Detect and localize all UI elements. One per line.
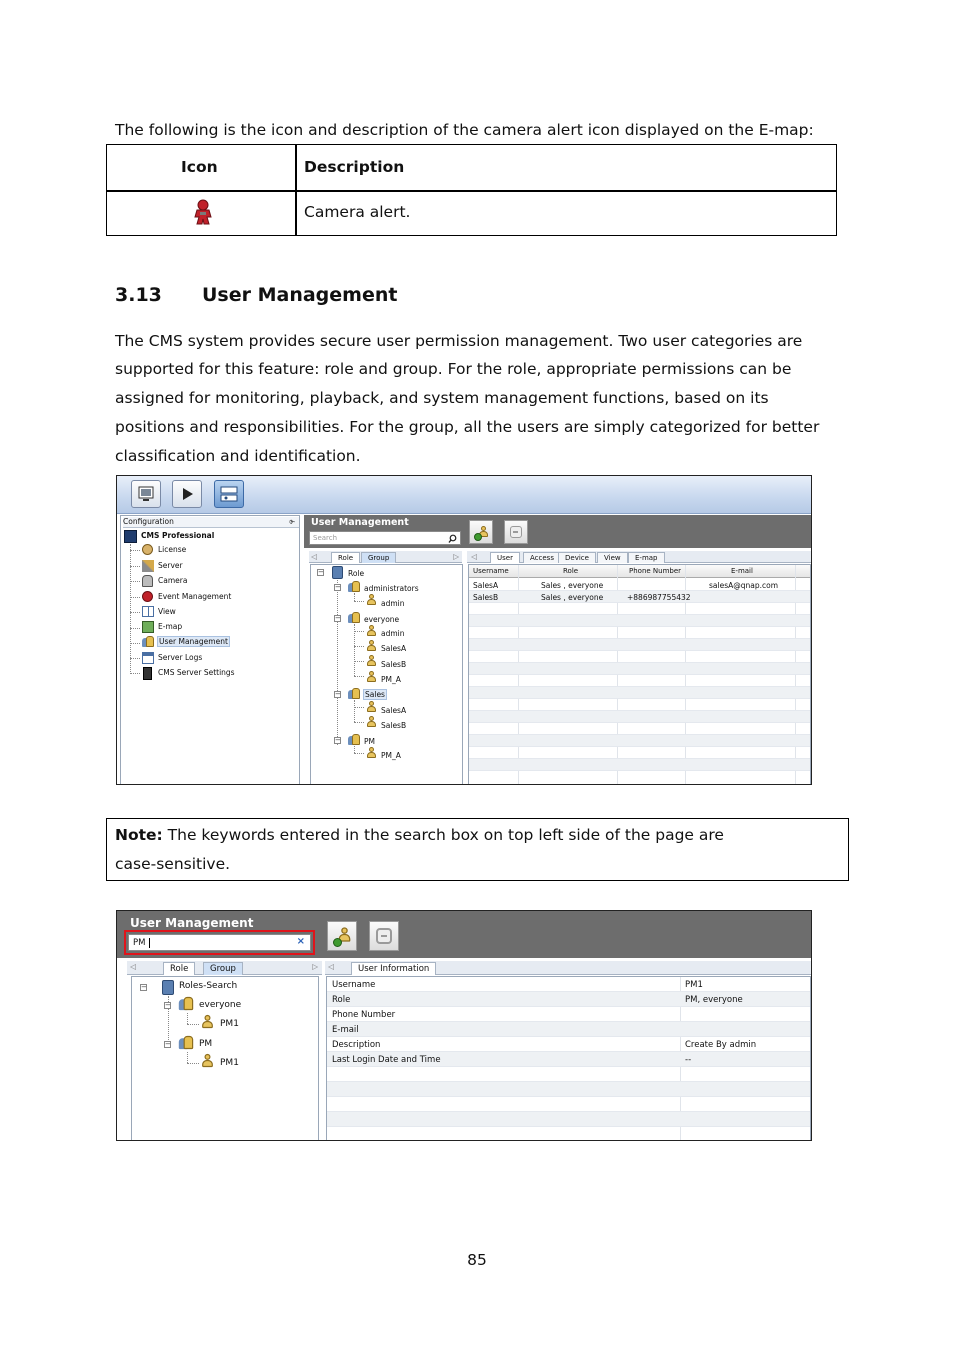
- paragraph-line: The CMS system provides secure user permission management. Two user categories are: [115, 332, 803, 350]
- users-grid: [468, 564, 811, 785]
- info-value: PM, everyone: [685, 995, 743, 1005]
- member-admin[interactable]: admin: [381, 599, 405, 608]
- section-title: User Management: [202, 284, 398, 306]
- group-icon: [179, 997, 193, 1010]
- collapse-icon[interactable]: −: [335, 690, 341, 698]
- paragraph-line: classification and identification.: [115, 447, 361, 465]
- tree-connector: [354, 700, 355, 722]
- add-icon: [333, 938, 342, 947]
- column-header-phone[interactable]: Phone Number: [629, 567, 682, 575]
- member-pm1[interactable]: PM1: [220, 1019, 239, 1029]
- table-row: [469, 615, 810, 627]
- table-row: [327, 1082, 810, 1097]
- scroll-right-icon[interactable]: ▷: [312, 962, 318, 971]
- scroll-left-icon[interactable]: ◁: [130, 962, 136, 971]
- note-line: case-sensitive.: [115, 855, 231, 873]
- table-row[interactable]: [469, 591, 810, 603]
- emap-icon: [142, 621, 154, 633]
- detail-tabs: [325, 961, 811, 975]
- search-icon: [448, 534, 457, 543]
- tree-connector: [130, 643, 140, 644]
- tree-connector: [130, 550, 140, 551]
- user-management-header: [117, 911, 811, 958]
- camera-alert-description: Camera alert.: [304, 203, 411, 221]
- table-row: [469, 675, 810, 687]
- tree-connector: [130, 581, 140, 582]
- tab-user[interactable]: User: [490, 552, 520, 563]
- search-input[interactable]: [309, 531, 461, 545]
- scroll-left-icon[interactable]: ◁: [328, 962, 334, 971]
- table-row: [469, 759, 810, 771]
- role-root-icon: [332, 566, 343, 579]
- search-input[interactable]: [128, 934, 311, 951]
- add-user-button[interactable]: [327, 921, 357, 951]
- role-group-tabs: [127, 961, 322, 975]
- view-icon: [142, 606, 154, 617]
- column-header-icon: Icon: [181, 158, 218, 176]
- group-icon: [348, 688, 360, 699]
- cell-role: Sales , everyone: [541, 593, 604, 602]
- info-label: Last Login Date and Time: [332, 1055, 441, 1065]
- collapse-icon[interactable]: −: [335, 583, 341, 591]
- table-row: [327, 1127, 810, 1141]
- tree-connector: [354, 601, 364, 602]
- info-value: --: [685, 1055, 692, 1065]
- remove-icon: [510, 526, 522, 538]
- tree-connector: [187, 1013, 188, 1024]
- cell-username: SalesB: [473, 593, 499, 602]
- role-sales[interactable]: Sales: [365, 690, 385, 699]
- note-box: [106, 818, 849, 881]
- camera-alert-icon-table: [106, 144, 837, 236]
- note-label: Note:: [115, 826, 163, 844]
- column-header-username[interactable]: Username: [473, 567, 509, 575]
- configuration-header: [123, 517, 299, 528]
- tree-connector: [354, 676, 364, 677]
- table-row: [327, 1097, 810, 1112]
- camera-alert-icon: [192, 199, 214, 225]
- page-number: 85: [467, 1251, 487, 1269]
- configuration-panel: [120, 515, 300, 785]
- table-row: [469, 663, 810, 675]
- member-pm-a[interactable]: PM_A: [381, 675, 401, 684]
- user-icon: [367, 716, 376, 727]
- event-management-icon: [142, 591, 153, 602]
- collapse-icon[interactable]: −: [335, 736, 341, 744]
- info-row-email: [327, 1022, 810, 1037]
- column-header-role[interactable]: Role: [563, 567, 579, 575]
- tree-item-cms-server-settings[interactable]: CMS Server Settings: [158, 668, 235, 677]
- user-information-grid: [326, 976, 811, 1141]
- table-row: [469, 639, 810, 651]
- info-label: Username: [332, 980, 376, 990]
- column-header-email[interactable]: E-mail: [731, 567, 753, 575]
- table-row: [469, 735, 810, 747]
- tree-connector: [354, 631, 364, 632]
- tree-item-license[interactable]: License: [158, 545, 187, 554]
- tab-access[interactable]: Access: [523, 552, 561, 563]
- info-label: Role: [332, 995, 351, 1005]
- text-cursor: [149, 938, 150, 948]
- role-search-tree: [131, 976, 319, 1141]
- tree-connector: [354, 746, 355, 753]
- section-number: 3.13: [115, 284, 162, 306]
- tree-connector: [130, 566, 140, 567]
- table-row: [469, 627, 810, 639]
- member-admin[interactable]: admin: [381, 629, 405, 638]
- server-icon: [142, 560, 154, 572]
- tree-item-camera[interactable]: Camera: [158, 576, 188, 585]
- user-icon: [202, 1054, 213, 1067]
- user-icon: [367, 655, 376, 666]
- info-label: E-mail: [332, 1025, 359, 1035]
- tree-connector: [187, 1063, 199, 1064]
- role-everyone[interactable]: everyone: [199, 1000, 242, 1010]
- cell-username: SalesA: [473, 581, 499, 590]
- table-row: [469, 711, 810, 723]
- license-icon: [142, 544, 153, 555]
- tree-connector: [130, 597, 140, 598]
- user-management-screenshot: [116, 475, 812, 785]
- cms-logo-icon: [124, 530, 137, 543]
- clear-search-icon[interactable]: ×: [296, 936, 305, 947]
- monitor-button[interactable]: [131, 480, 161, 508]
- panel-title: User Management: [130, 916, 254, 930]
- tree-connector: [130, 658, 140, 659]
- playback-button[interactable]: [172, 480, 202, 508]
- note-line: [115, 821, 724, 850]
- tree-connector: [354, 722, 364, 723]
- info-label: Description: [332, 1040, 381, 1050]
- group-icon: [348, 612, 360, 623]
- scroll-left-icon[interactable]: ◁: [311, 552, 317, 561]
- member-salesb[interactable]: SalesB: [381, 721, 407, 730]
- search-placeholder: Search: [313, 534, 338, 542]
- configuration-icon: [215, 481, 243, 507]
- paragraph-line: positions and responsibilities. For the group, all the users are simply categorized for better: [115, 418, 820, 436]
- paragraph-line: assigned for monitoring, playback, and system management functions, based on its: [115, 389, 769, 407]
- panel-title: User Management: [311, 517, 409, 528]
- tree-connector: [130, 628, 140, 629]
- grid-header: [469, 565, 810, 578]
- configuration-label: Configuration: [123, 517, 174, 526]
- tab-view[interactable]: View: [597, 552, 628, 563]
- tree-item-server[interactable]: Server: [158, 561, 183, 570]
- group-icon: [348, 581, 360, 592]
- remove-user-button[interactable]: [369, 921, 399, 951]
- collapse-icon[interactable]: −: [318, 568, 324, 576]
- role-administrators[interactable]: administrators: [364, 584, 419, 593]
- note-text: The keywords entered in the search box on top left side of the page are: [162, 826, 724, 844]
- collapse-icon[interactable]: −: [165, 1040, 171, 1048]
- tree-item-emap[interactable]: E-map: [158, 622, 183, 631]
- role-pm[interactable]: PM: [199, 1039, 213, 1049]
- member-salesb[interactable]: SalesB: [381, 660, 407, 669]
- member-pm-a[interactable]: PM_A: [381, 751, 401, 760]
- intro-text: The following is the icon and description of the camera alert icon displayed on the E-map:: [115, 121, 814, 139]
- tree-connector: [337, 580, 338, 745]
- info-value: Create By admin: [685, 1040, 757, 1050]
- user-icon: [367, 640, 376, 651]
- scroll-left-icon[interactable]: ◁: [471, 552, 477, 561]
- user-management-icon: [142, 636, 154, 647]
- table-row: [469, 687, 810, 699]
- user-icon: [367, 594, 376, 605]
- camera-icon: [142, 575, 153, 587]
- user-icon: [367, 701, 376, 712]
- user-icon: [367, 625, 376, 636]
- tab-device[interactable]: Device: [558, 552, 596, 563]
- role-group-tabs: [309, 551, 462, 563]
- tree-item-server-logs[interactable]: Server Logs: [158, 653, 203, 662]
- cell-role: Sales , everyone: [541, 581, 604, 590]
- info-row-phone: [327, 1007, 810, 1022]
- table-row: [327, 1112, 810, 1127]
- member-salesa[interactable]: SalesA: [381, 706, 407, 715]
- tree-connector: [130, 673, 140, 674]
- group-icon: [179, 1036, 193, 1049]
- table-row: [469, 603, 810, 615]
- remove-user-button[interactable]: [504, 520, 528, 544]
- detail-tabs: [467, 551, 811, 563]
- group-icon: [348, 734, 360, 745]
- tree-connector: [187, 1024, 199, 1025]
- monitor-icon: [132, 481, 160, 507]
- add-user-button[interactable]: [469, 520, 493, 544]
- collapse-icon[interactable]: −: [335, 614, 341, 622]
- tree-connector: [354, 593, 355, 601]
- member-salesa[interactable]: SalesA: [381, 644, 407, 653]
- user-icon: [367, 671, 376, 682]
- info-row-username: [327, 977, 810, 992]
- tree-item-user-management[interactable]: User Management: [159, 637, 228, 646]
- user-icon: [367, 747, 376, 758]
- tab-role[interactable]: Role: [163, 962, 195, 975]
- user-icon: [202, 1015, 213, 1028]
- tab-emap[interactable]: E-map: [628, 552, 665, 563]
- tree-connector: [354, 646, 364, 647]
- cell-email: salesA@qnap.com: [709, 581, 779, 590]
- tab-group[interactable]: Group: [361, 552, 396, 563]
- role-everyone[interactable]: everyone: [364, 615, 400, 624]
- play-icon: [173, 481, 201, 507]
- remove-icon: [376, 928, 392, 944]
- table-row: [469, 723, 810, 735]
- tree-connector: [130, 612, 140, 613]
- table-divider: [107, 190, 836, 192]
- user-management-header: [304, 515, 811, 548]
- tree-connector: [130, 544, 131, 674]
- collapse-icon[interactable]: −: [141, 983, 147, 991]
- tree-root-role[interactable]: Role: [348, 569, 365, 578]
- tree-root-cms[interactable]: CMS Professional: [141, 531, 215, 540]
- table-row: [469, 651, 810, 663]
- cell-phone: +886987755432: [627, 593, 691, 602]
- tree-root-roles-search[interactable]: Roles-Search: [179, 981, 238, 991]
- tab-role[interactable]: Role: [331, 552, 360, 563]
- table-row: [469, 699, 810, 711]
- server-settings-icon: [143, 667, 152, 680]
- pin-icon[interactable]: ⌱: [289, 517, 295, 526]
- tree-connector: [354, 753, 364, 754]
- role-pm[interactable]: PM: [364, 737, 375, 746]
- scroll-right-icon[interactable]: ▷: [453, 552, 459, 561]
- table-row[interactable]: [469, 579, 810, 591]
- configuration-button[interactable]: [214, 480, 244, 508]
- search-value: PM: [133, 938, 146, 948]
- info-row-last-login: [327, 1052, 810, 1067]
- tab-user-information[interactable]: User Information: [351, 962, 436, 975]
- toolbar: [117, 476, 811, 514]
- role-tree-panel: [310, 564, 463, 785]
- tree-connector: [354, 707, 364, 708]
- user-search-screenshot: [116, 910, 812, 1141]
- column-header-description: Description: [304, 158, 405, 176]
- paragraph-line: supported for this feature: role and group. For the role, appropriate permissions can be: [115, 360, 792, 378]
- server-logs-icon: [142, 652, 154, 664]
- member-pm1[interactable]: PM1: [220, 1058, 239, 1068]
- tree-item-event-management[interactable]: Event Management: [158, 592, 232, 601]
- tree-item-view[interactable]: View: [158, 607, 176, 616]
- tree-connector: [187, 1052, 188, 1063]
- collapse-icon[interactable]: −: [165, 1001, 171, 1009]
- info-label: Phone Number: [332, 1010, 396, 1020]
- add-icon: [474, 533, 482, 541]
- table-row: [469, 747, 810, 759]
- tree-connector: [354, 661, 364, 662]
- roles-search-icon: [162, 980, 174, 995]
- info-value: PM1: [685, 980, 703, 990]
- info-row-description: [327, 1037, 810, 1052]
- table-row: [327, 1067, 810, 1082]
- tab-group[interactable]: Group: [203, 962, 243, 975]
- info-row-role: [327, 992, 810, 1007]
